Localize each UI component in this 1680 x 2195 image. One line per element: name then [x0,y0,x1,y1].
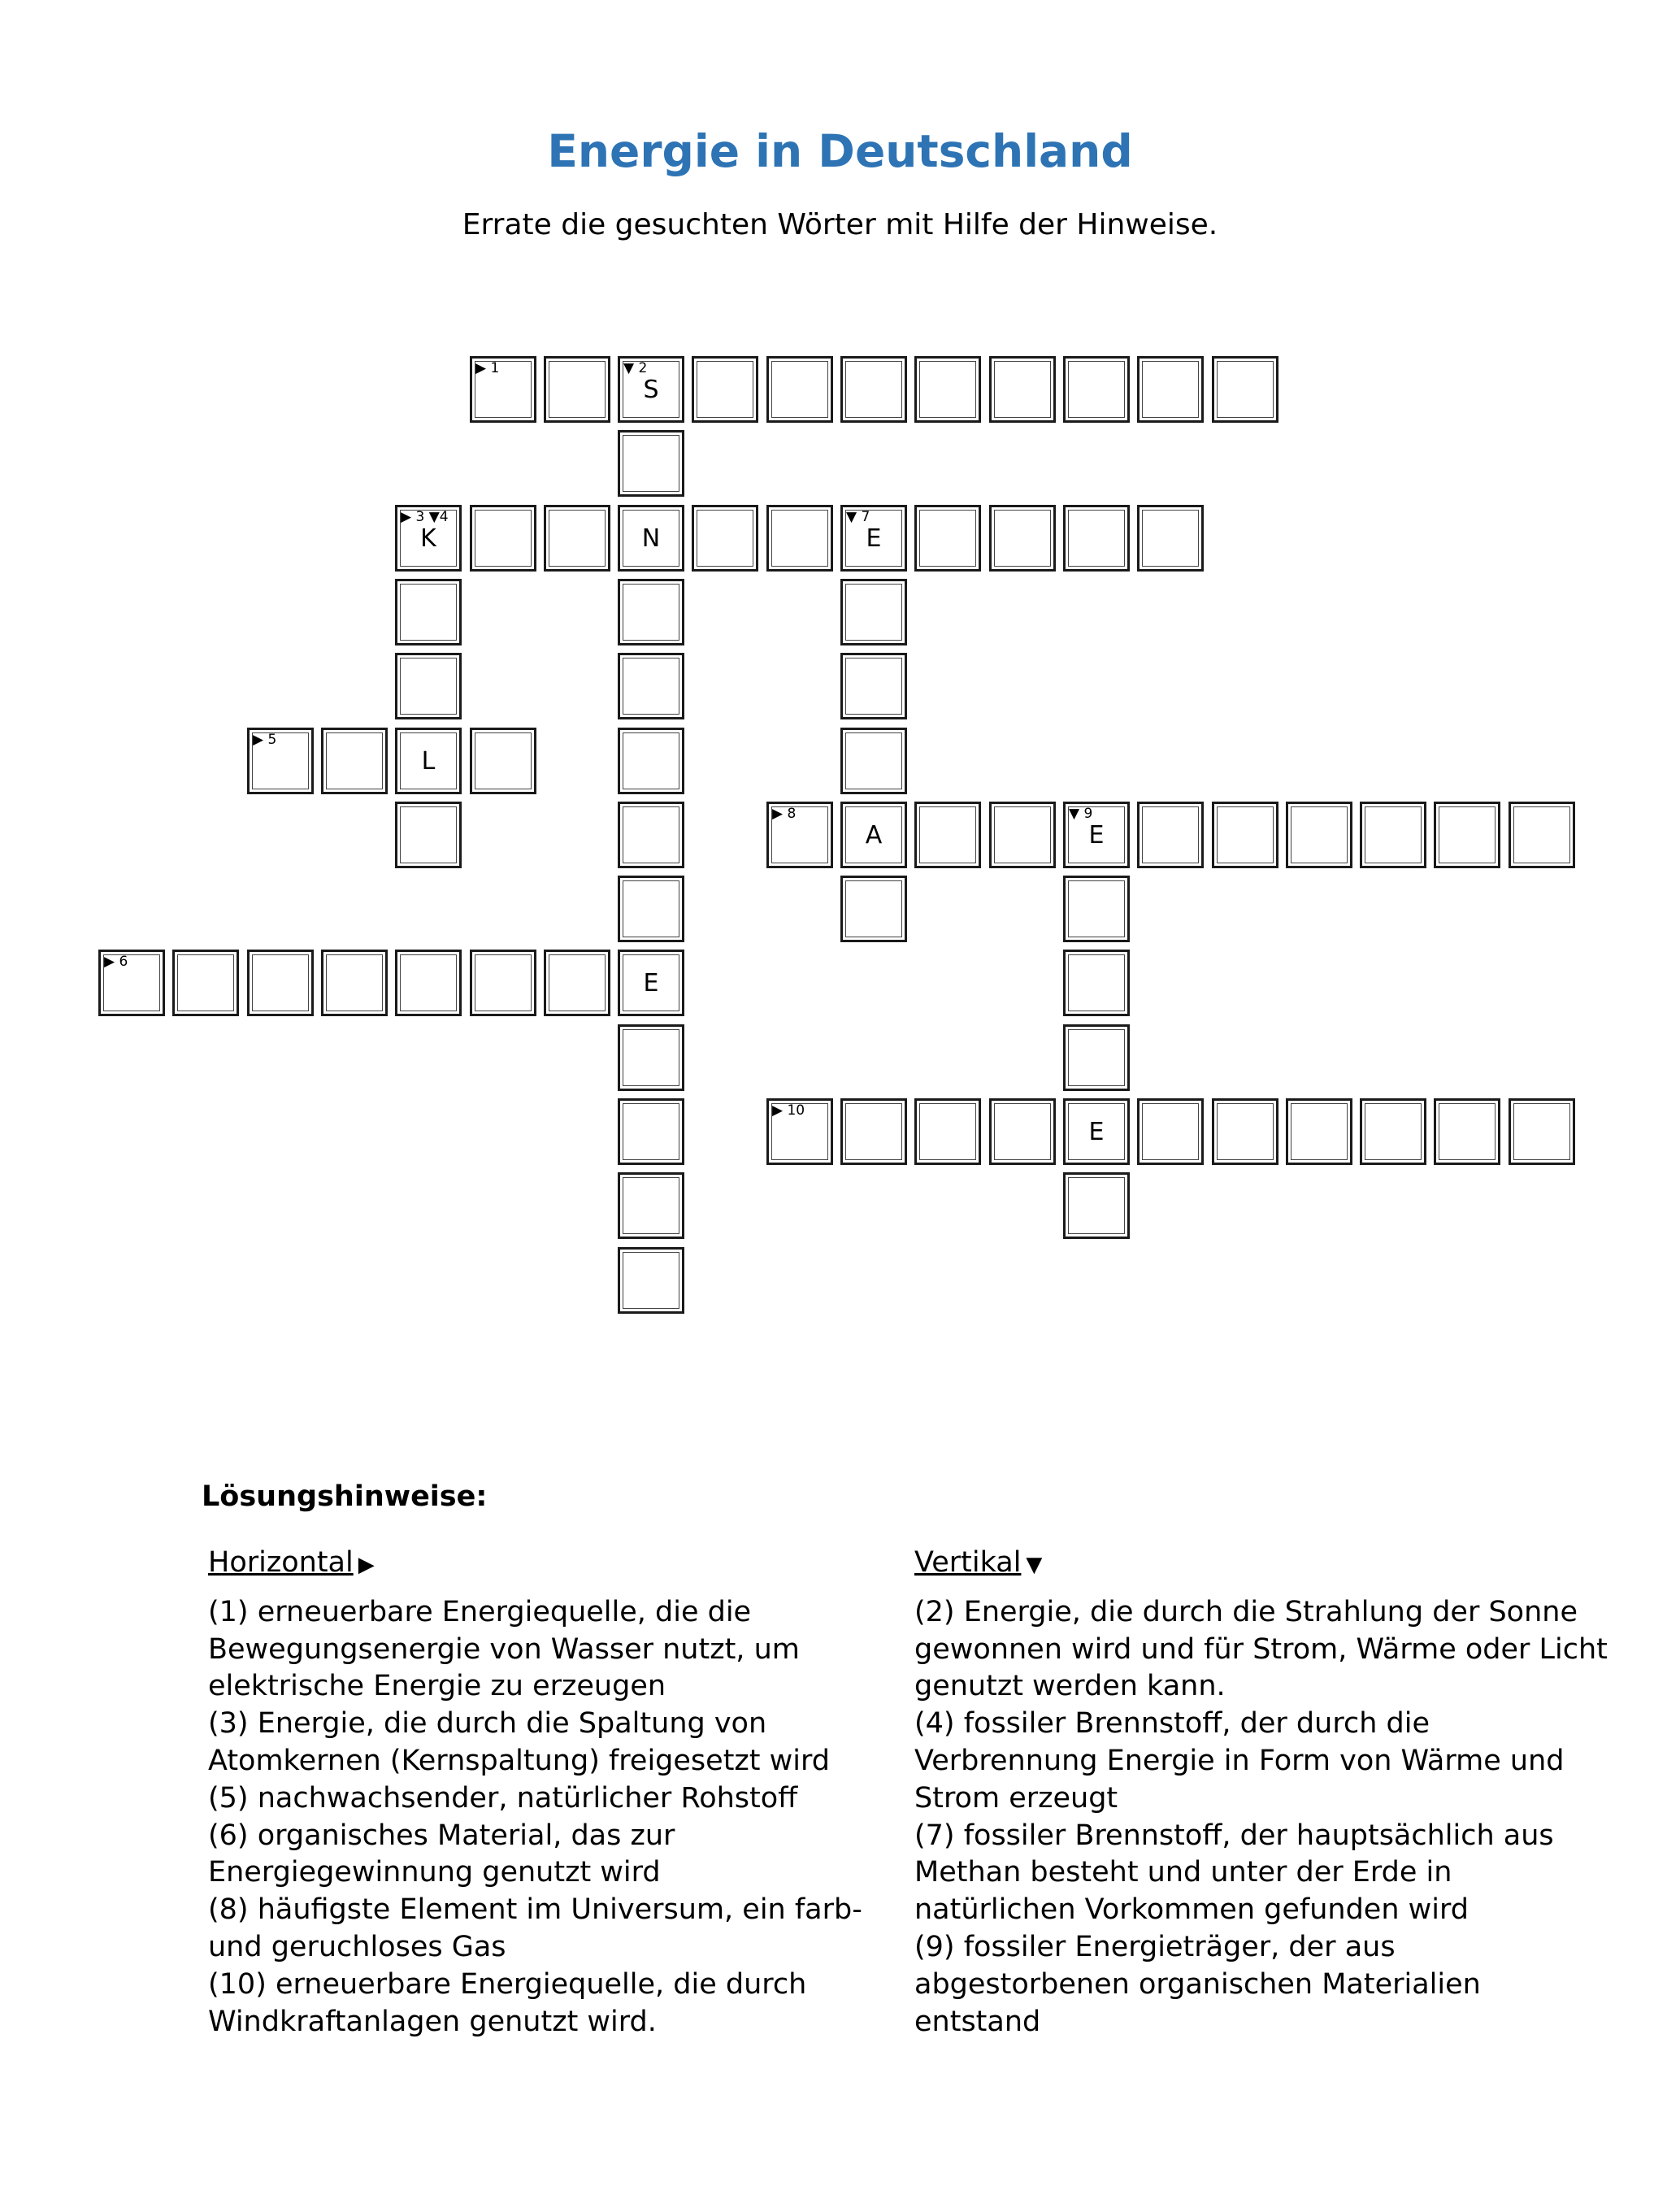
crossword-cell[interactable] [766,356,833,423]
crossword-cell[interactable] [840,728,907,794]
crossword-cell[interactable] [1063,876,1130,942]
cell-number: ▶ 10 [772,1102,805,1119]
clue-vertical-4: (4) fossiler Brennstoff, der durch die Verbrennung Energie in Form von Wärme und Strom erzeugt [914,1707,1565,1815]
crossword-cell[interactable] [618,728,684,794]
page-subtitle: Errate die gesuchten Wörter mit Hilfe der Hinweise. [462,208,1218,241]
crossword-cell[interactable] [321,728,388,794]
crossword-cell[interactable] [395,950,462,1016]
cell-number: ▼ 2 [623,360,648,376]
crossword-cell[interactable] [1063,950,1130,1016]
crossword-cell[interactable] [840,653,907,719]
vertical-heading [914,1545,1613,1584]
cell-letter: E [866,524,882,553]
crossword-cell[interactable] [618,505,684,572]
crossword-cell[interactable] [395,802,462,868]
crossword-cell[interactable] [989,802,1056,868]
crossword-cell[interactable] [470,728,536,794]
crossword-cell[interactable] [692,505,758,572]
crossword-cell[interactable] [1212,356,1278,423]
cell-number: ▶ 6 [104,954,128,970]
crossword-cell[interactable] [395,579,462,645]
horizontal-heading [208,1545,907,1584]
crossword-cell[interactable] [98,950,165,1016]
crossword-cell[interactable] [1137,802,1204,868]
crossword-cell[interactable] [840,579,907,645]
clue-horizontal-10: (10) erneuerbare Energiequelle, die durch Windkraftanlagen genutzt wird. [208,1967,807,2038]
crossword-cell[interactable] [395,505,462,572]
clue-horizontal-5: (5) nachwachsender, natürlicher Rohstoff [208,1781,798,1815]
cell-letter: S [643,376,659,404]
cell-letter: E [1088,1118,1105,1146]
crossword-cell[interactable] [989,356,1056,423]
crossword-cell[interactable] [989,505,1056,572]
crossword-cell[interactable] [618,1098,684,1165]
cell-number: ▶ 1 [475,360,500,376]
crossword-cell[interactable] [840,356,907,423]
crossword-cell[interactable] [914,356,981,423]
crossword-cell[interactable] [1212,802,1278,868]
cell-letter: K [420,524,436,553]
crossword-cell[interactable] [1063,505,1130,572]
crossword-cell[interactable] [1063,1098,1130,1165]
crossword-cell[interactable] [1137,356,1204,423]
crossword-cell[interactable] [1434,802,1500,868]
cell-number: ▼ 9 [1069,806,1093,822]
crossword-cell[interactable] [766,1098,833,1165]
cell-letter: A [865,821,883,850]
crossword-cell[interactable] [470,356,536,423]
right-arrow-icon: ▶ [358,1553,375,1577]
crossword-cell[interactable] [989,1098,1056,1165]
crossword-cell[interactable] [840,876,907,942]
clue-vertical-2: (2) Energie, die durch die Strahlung der Sonne gewonnen wird und für Strom, Wärme oder Licht genutzt werden kann. [914,1595,1608,1703]
clue-horizontal-6: (6) organisches Material, das zur Energiegewinnung genutzt wird [208,1819,675,1889]
crossword-cell[interactable] [1286,1098,1352,1165]
crossword-cell[interactable] [618,653,684,719]
horizontal-heading-label: Horizontal [208,1546,354,1579]
crossword-cell[interactable] [1360,1098,1426,1165]
crossword-cell[interactable] [247,728,314,794]
crossword-cell[interactable] [914,1098,981,1165]
crossword-cell[interactable] [1212,1098,1278,1165]
clue-horizontal-3: (3) Energie, die durch die Spaltung von Atomkernen (Kernspaltung) freigesetzt wird [208,1707,830,1777]
crossword-cell[interactable] [840,802,907,868]
crossword-cell[interactable] [470,950,536,1016]
crossword-cell[interactable] [544,950,610,1016]
crossword-cell[interactable] [618,802,684,868]
crossword-cell[interactable] [766,505,833,572]
crossword-cell[interactable] [618,579,684,645]
cell-letter: N [641,524,661,553]
crossword-cell[interactable] [1063,1172,1130,1239]
crossword-cell[interactable] [395,653,462,719]
crossword-cell[interactable] [618,950,684,1016]
crossword-cell[interactable] [544,505,610,572]
crossword-cell[interactable] [172,950,239,1016]
crossword-cell[interactable] [766,802,833,868]
crossword-cell[interactable] [1286,802,1352,868]
crossword-cell[interactable] [1137,505,1204,572]
crossword-cell[interactable] [618,1247,684,1314]
crossword-cell[interactable] [470,505,536,572]
crossword-cell[interactable] [618,1024,684,1091]
clue-vertical-7: (7) fossiler Brennstoff, der hauptsächlich aus Methan besteht und unter der Erde in natürlichen Vorkommen gefunden wird [914,1819,1554,1927]
clue-horizontal-8: (8) häufigste Element im Universum, ein farb- und geruchloses Gas [208,1893,862,1963]
hints-heading: Lösungshinweise: [202,1480,488,1513]
vertical-heading-label: Vertikal [914,1546,1022,1579]
crossword-cell[interactable] [1434,1098,1500,1165]
crossword-cell[interactable] [618,356,684,423]
horizontal-clues [208,1545,907,2041]
crossword-cell[interactable] [321,950,388,1016]
crossword-cell[interactable] [618,1172,684,1239]
crossword-cell[interactable] [840,1098,907,1165]
clue-vertical-9: (9) fossiler Energieträger, der aus abgestorbenen organischen Materialien entstand [914,1930,1481,2038]
crossword-cell[interactable] [247,950,314,1016]
down-arrow-icon: ▼ [1026,1553,1043,1577]
cell-letter: E [1088,821,1105,850]
crossword-cell[interactable] [618,430,684,497]
crossword-cell[interactable] [1509,1098,1575,1165]
cell-letter: E [643,969,659,998]
cell-number: ▼ 7 [846,509,870,525]
clue-horizontal-1: (1) erneuerbare Energiequelle, die die Bewegungsenergie von Wasser nutzt, um elektrische Energie zu erzeugen [208,1595,800,1703]
crossword-cell[interactable] [618,876,684,942]
cell-letter: L [421,747,436,776]
crossword-cell[interactable] [544,356,610,423]
crossword-cell[interactable] [1360,802,1426,868]
crossword-cell[interactable] [1063,356,1130,423]
crossword-cell[interactable] [914,802,981,868]
cell-number: ▶ 8 [772,806,797,822]
crossword-cell[interactable] [692,356,758,423]
crossword-cell[interactable] [840,505,907,572]
crossword-cell[interactable] [1137,1098,1204,1165]
crossword-cell[interactable] [395,728,462,794]
crossword-cell[interactable] [1063,1024,1130,1091]
cell-number: ▶ 3 ▼4 [401,509,449,525]
vertical-clues [914,1545,1613,2041]
crossword-cell[interactable] [1063,802,1130,868]
cell-number: ▶ 5 [253,732,277,748]
crossword-cell[interactable] [914,505,981,572]
crossword-cell[interactable] [1509,802,1575,868]
page-title: Energie in Deutschland [547,125,1133,177]
